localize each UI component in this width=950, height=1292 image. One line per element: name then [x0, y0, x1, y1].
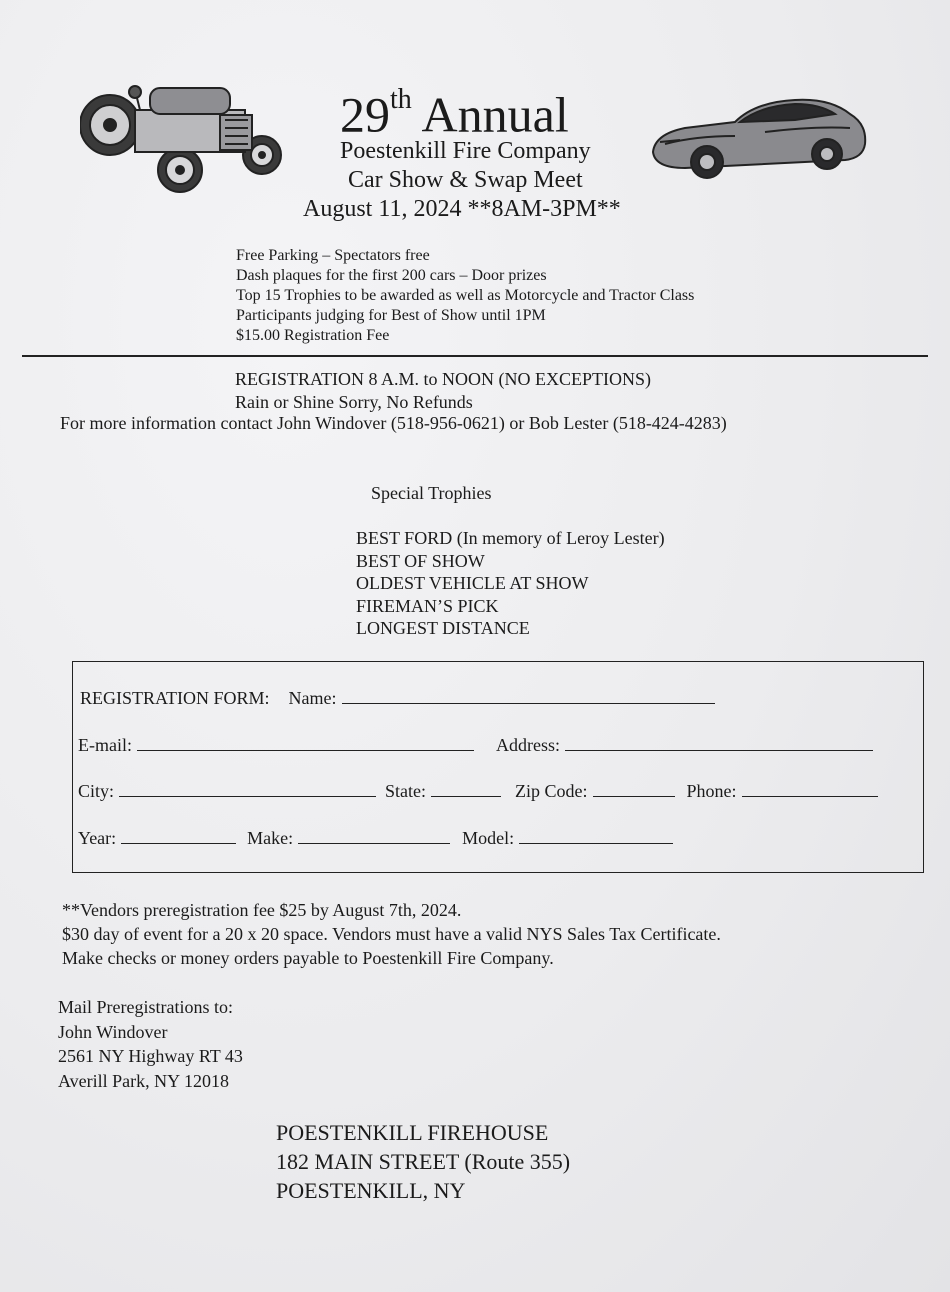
rain-notice: Rain or Shine Sorry, No Refunds — [235, 392, 473, 412]
mail-line: Averill Park, NY 12018 — [58, 1070, 229, 1091]
vendor-line: **Vendors preregistration fee $25 by August 7th, 2024. — [62, 900, 462, 920]
vendor-line: $30 day of event for a 20 x 20 space. Vendors must have a valid NYS Sales Tax Certificate. — [62, 924, 721, 944]
address-field[interactable] — [565, 736, 873, 751]
zip-label: Zip Code: — [515, 781, 588, 801]
city-label: City: — [78, 781, 115, 801]
mail-address-block — [58, 995, 243, 1093]
info-line: Free Parking – Spectators free — [236, 247, 430, 264]
model-label: Model: — [462, 828, 515, 848]
make-field[interactable] — [298, 829, 450, 844]
info-line: Top 15 Trophies to be awarded as well as Motorcycle and Tractor Class — [236, 287, 695, 304]
name-label: Name: — [288, 688, 337, 708]
event-info-list — [236, 246, 694, 346]
form-row-name — [80, 688, 715, 709]
location-line: POESTENKILL FIREHOUSE — [276, 1120, 549, 1145]
location-line: POESTENKILL, NY — [276, 1178, 466, 1203]
sports-car-illustration — [645, 92, 870, 182]
event-date-time: August 11, 2024 **8AM-3PM** — [303, 196, 621, 222]
contact-info: For more information contact John Windover (518-956-0621) or Bob Lester (518-424-4283) — [60, 413, 727, 433]
trophy-item: LONGEST DISTANCE — [356, 618, 530, 638]
phone-field[interactable] — [742, 782, 878, 797]
info-line: Dash plaques for the first 200 cars – Door prizes — [236, 267, 547, 284]
location-block — [276, 1118, 570, 1205]
state-label: State: — [385, 781, 427, 801]
form-row-email — [78, 735, 873, 756]
address-label: Address: — [496, 735, 560, 755]
name-field[interactable] — [342, 689, 715, 704]
divider-rule — [22, 355, 928, 357]
city-field[interactable] — [119, 782, 376, 797]
phone-label: Phone: — [686, 781, 737, 801]
model-field[interactable] — [519, 829, 673, 844]
form-row-vehicle — [78, 828, 673, 849]
location-line: 182 MAIN STREET (Route 355) — [276, 1149, 571, 1174]
info-line: Participants judging for Best of Show until 1PM — [236, 307, 546, 324]
trophy-item: OLDEST VEHICLE AT SHOW — [356, 573, 589, 593]
info-line: $15.00 Registration Fee — [236, 327, 390, 344]
email-label: E-mail: — [78, 735, 132, 755]
mail-line: 2561 NY Highway RT 43 — [58, 1046, 243, 1066]
vendor-line: Make checks or money orders payable to Poestenkill Fire Company. — [62, 948, 554, 968]
event-title: 29th Annual — [340, 84, 569, 143]
email-field[interactable] — [137, 736, 474, 751]
year-label: Year: — [78, 828, 117, 848]
trophy-item: BEST FORD (In memory of Leroy Lester) — [356, 528, 665, 548]
state-field[interactable] — [431, 782, 501, 797]
make-label: Make: — [247, 828, 294, 848]
special-trophies-heading: Special Trophies — [371, 483, 492, 503]
form-row-city — [78, 781, 878, 802]
tractor-illustration — [80, 80, 285, 205]
mail-line: Mail Preregistrations to: — [58, 997, 233, 1017]
form-heading: REGISTRATION FORM: — [80, 688, 270, 708]
mail-line: John Windover — [58, 1021, 168, 1042]
vendor-info — [62, 898, 721, 970]
special-trophies-list — [356, 527, 665, 640]
zip-field[interactable] — [593, 782, 675, 797]
organizer-name: Poestenkill Fire Company — [340, 138, 591, 164]
trophy-item: BEST OF SHOW — [356, 550, 485, 571]
year-field[interactable] — [121, 829, 236, 844]
trophy-item: FIREMAN’S PICK — [356, 595, 499, 616]
event-name: Car Show & Swap Meet — [348, 167, 583, 193]
registration-hours: REGISTRATION 8 A.M. to NOON (NO EXCEPTIONS) — [235, 369, 651, 389]
